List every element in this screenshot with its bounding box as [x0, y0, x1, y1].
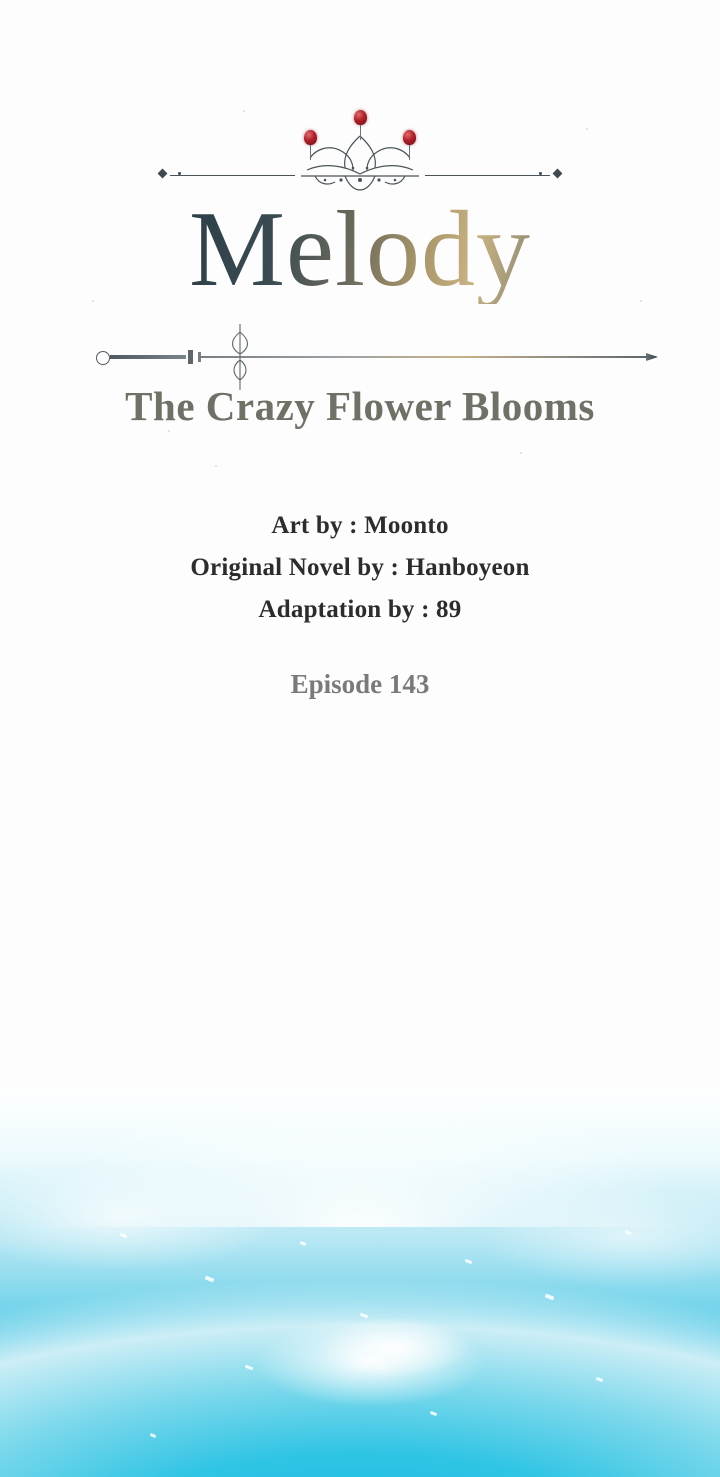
ruby-gem-icon	[304, 130, 317, 145]
sword-flourish	[220, 322, 238, 390]
episode-label: Episode 143	[290, 669, 430, 699]
sparkle-icon	[168, 430, 170, 432]
sparkle-icon	[640, 300, 642, 302]
petal-speck	[245, 1365, 254, 1371]
ruby-stem	[310, 144, 311, 160]
series-subtitle: The Crazy Flower Blooms	[125, 383, 595, 429]
sparkle-icon	[243, 110, 245, 112]
petal-speck	[150, 1433, 157, 1438]
ruby-stem	[409, 144, 410, 160]
petal-speck	[300, 1241, 307, 1246]
diamond-icon	[553, 169, 563, 179]
petal-speck	[430, 1411, 438, 1416]
sword-tip	[646, 353, 658, 361]
sword-divider-icon	[70, 350, 658, 364]
petal-speck	[625, 1230, 632, 1235]
sparkle-icon	[92, 300, 94, 302]
petal-speck	[360, 1313, 369, 1319]
sword-guard	[188, 350, 193, 364]
petal-speck	[465, 1259, 473, 1264]
petal-speck	[205, 1275, 215, 1282]
title-block	[0, 190, 720, 429]
ruby-gem-icon	[354, 110, 367, 125]
diamond-icon	[158, 169, 168, 179]
sparkle-icon	[215, 465, 217, 467]
ruby-gem-icon	[403, 130, 416, 145]
ruby-stem	[360, 124, 361, 140]
petal-speck	[545, 1293, 555, 1300]
sky-background	[0, 1087, 720, 1477]
sword-pommel	[96, 351, 110, 365]
dot-icon	[178, 172, 181, 175]
sky-glow	[0, 1037, 720, 1227]
sparkle-icon	[520, 452, 522, 454]
petal-speck	[120, 1233, 128, 1238]
sword-grip	[110, 355, 186, 359]
petal-speck	[596, 1377, 604, 1382]
credits-block	[0, 505, 720, 631]
series-title: Melody	[189, 190, 531, 309]
cloud-icon	[255, 1317, 485, 1407]
dot-icon	[539, 172, 542, 175]
credit-line-adaptation: Adaptation by : 89	[258, 596, 462, 623]
credit-line-novel: Original Novel by : Hanboyeon	[190, 554, 530, 581]
cloud-icon	[320, 1317, 470, 1377]
credit-line-art: Art by : Moonto	[271, 512, 449, 539]
sword-blade	[200, 356, 650, 358]
sparkle-icon	[586, 128, 588, 130]
